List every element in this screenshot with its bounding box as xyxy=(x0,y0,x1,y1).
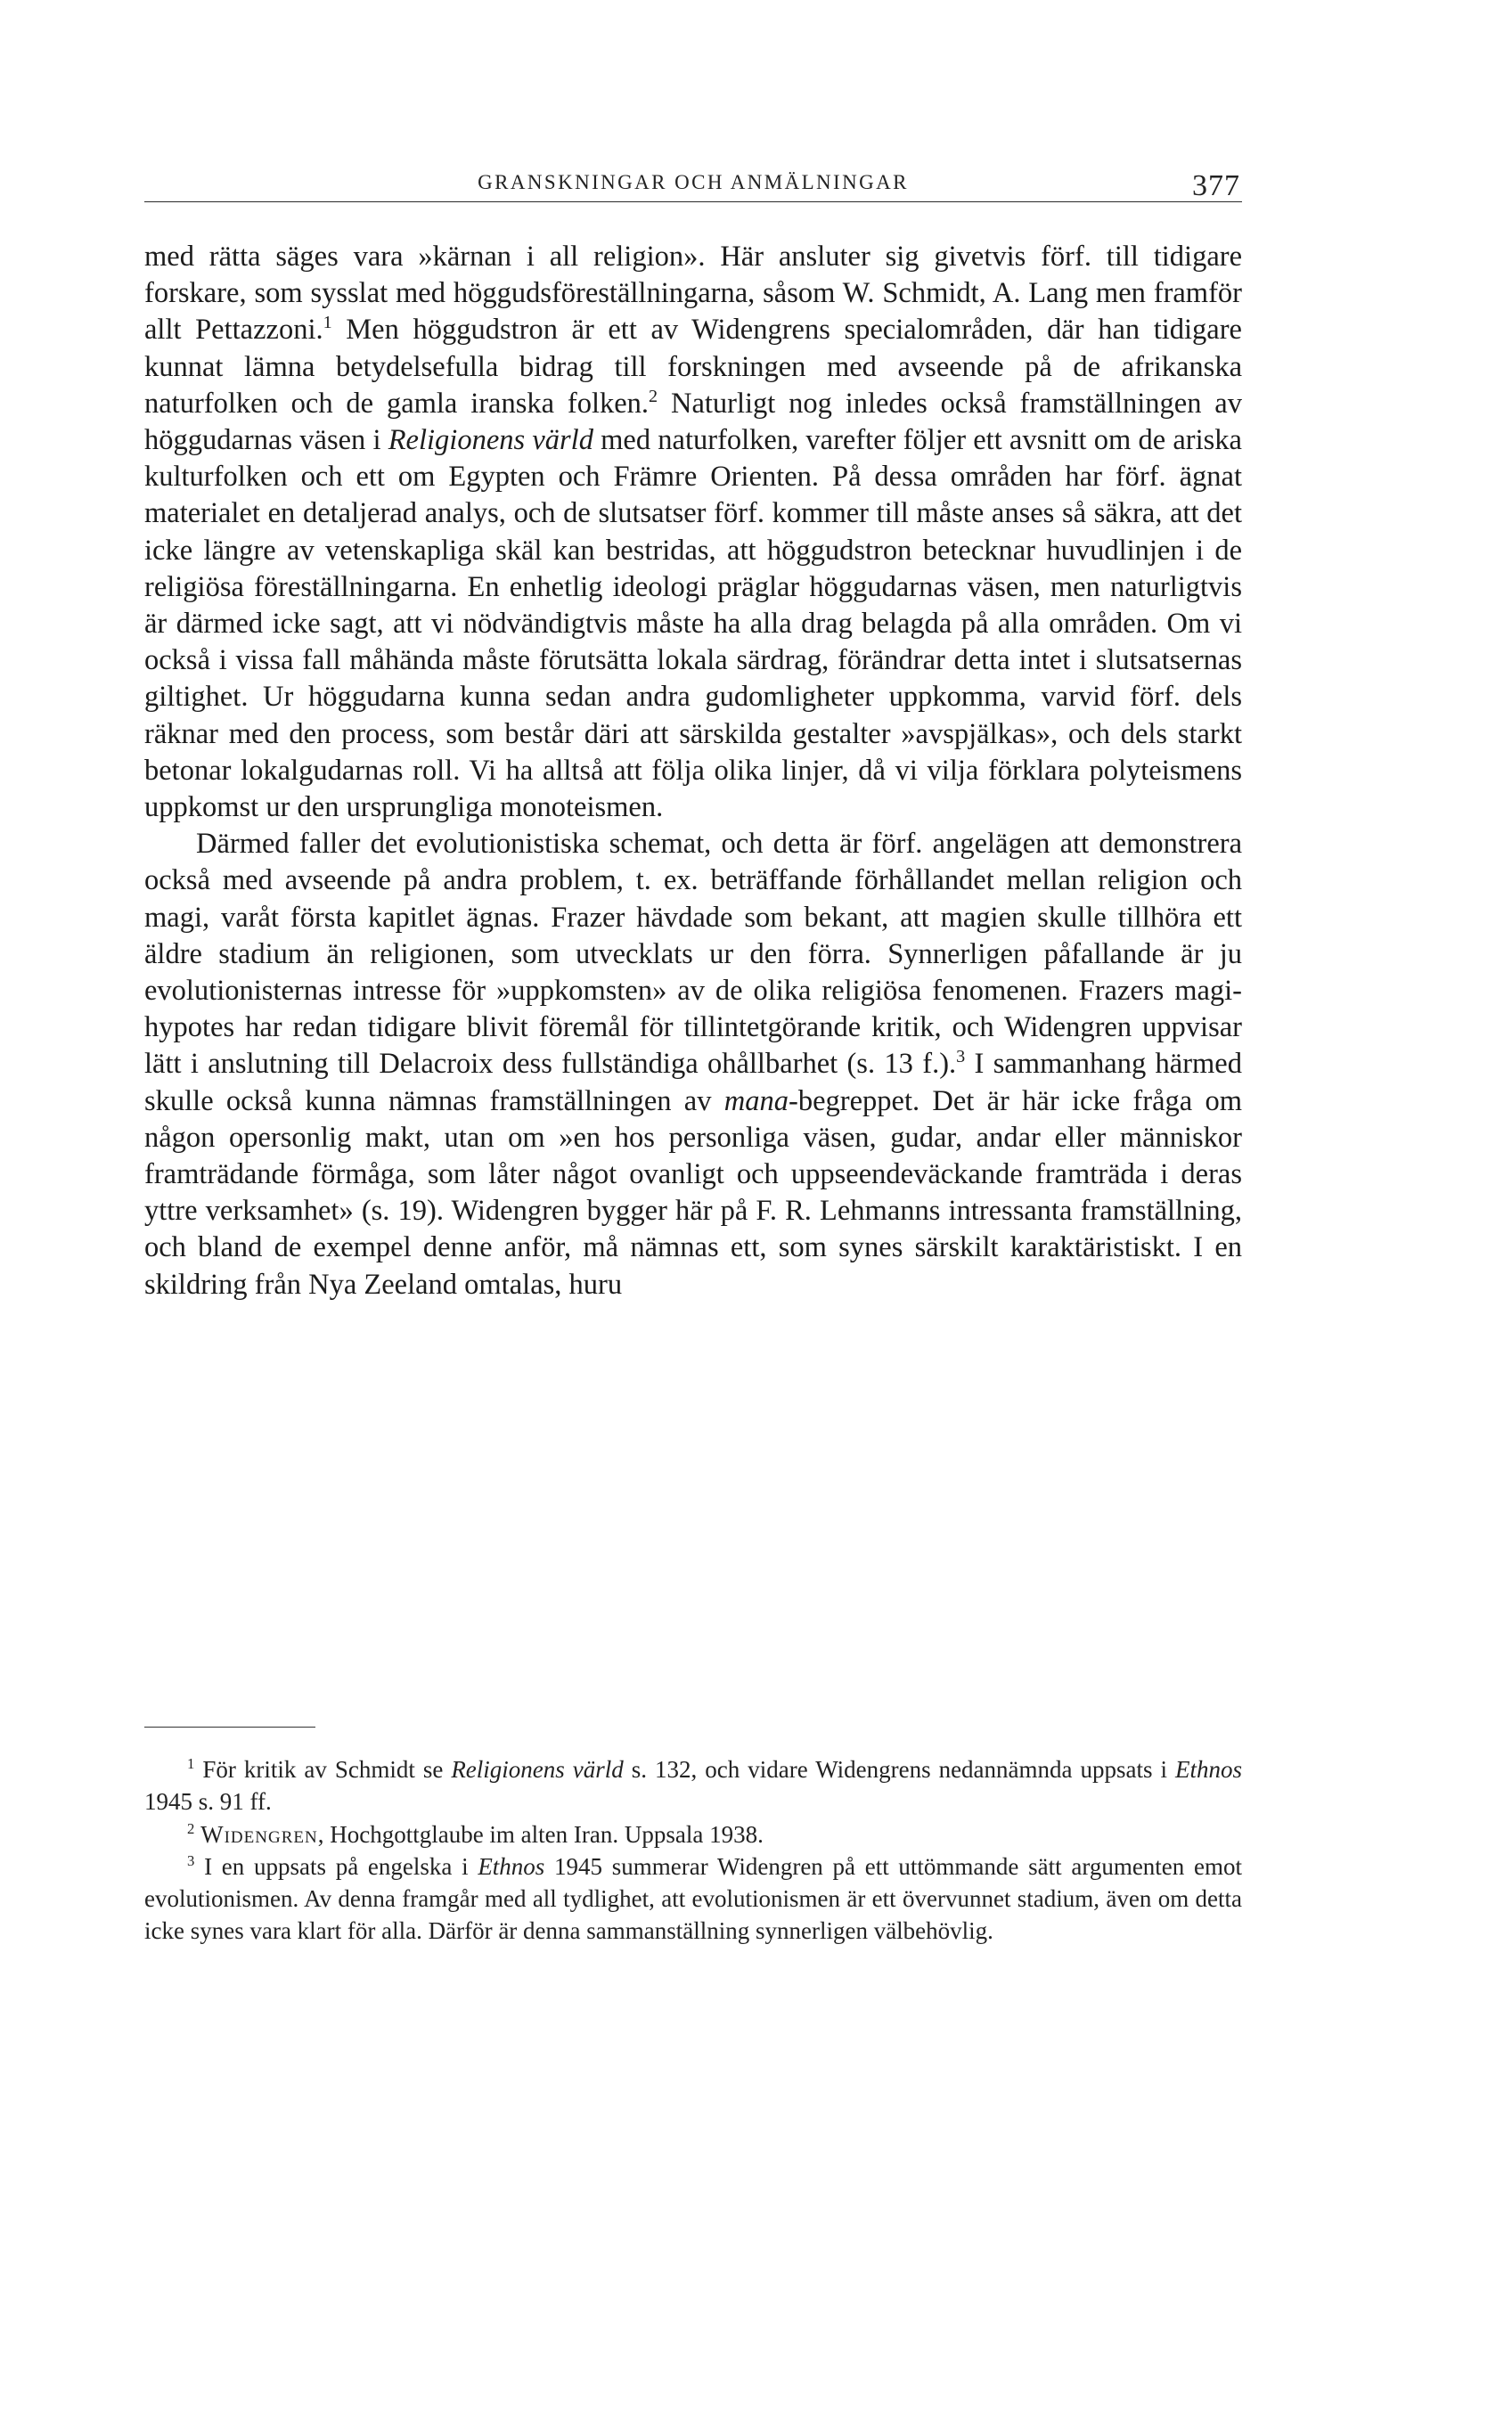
footnote-2-author: Widengren xyxy=(200,1820,318,1848)
footnote-1-text-b: s. 132, och vidare Widengrens nedannämnda uppsats i xyxy=(623,1756,1175,1783)
footnote-ref-1: 1 xyxy=(323,313,332,333)
footnotes xyxy=(144,1753,1242,1948)
footnote-ref-2: 2 xyxy=(649,386,658,406)
paragraph-1-text-c: Naturligt nog inledes också framställningen av höggudarnas väsen i xyxy=(144,387,1242,457)
footnote-ref-3: 3 xyxy=(956,1047,966,1067)
footnote-1-italic-b: Ethnos xyxy=(1174,1756,1242,1783)
paragraph-1 xyxy=(144,239,1242,826)
footnote-3-text-b: 1945 summerar Widengren på ett uttömmande sätt argumenten emot evolutionismen. Av denna framgår med all tydlighet, att evolutionismen är ett övervunnet stadium, även om detta icke synes vara klart för alla. Därför är denna sammanställning synnerligen välbehövlig. xyxy=(144,1852,1242,1945)
footnote-3-text-a: I en uppsats på engelska i xyxy=(194,1852,478,1880)
book-title-italic: Religionens värld xyxy=(388,424,593,457)
footnote-3-number: 3 xyxy=(187,1851,195,1869)
footnote-3 xyxy=(144,1850,1242,1948)
paragraph-1-text-d: med naturfolken, varefter följer ett avsnitt om de ariska kulturfolken och ett om Egypten och Främre Orienten. På dessa områden har förf. ägnat materialet en detaljerad analys, och de slutsatser förf. kommer till måste anses så säkra, att det icke längre av vetenskapliga skäl kan bestridas, att höggudstron betecknar huvudlinjen i de religiösa föreställningarna. En enhetlig ideologi präglar höggudarnas väsen, men naturligtvis är därmed icke sagt, att vi nödvändigtvis måste ha alla drag belagda på alla områden. Om vi också i vissa fall måhända måste förutsätta lokala särdrag, förändrar detta intet i slutsatsernas giltighet. Ur höggudarna kunna sedan andra gudomligheter uppkomma, varvid förf. dels räknar med den process, som består däri att särskilda gestalter »avspjälkas», och dels starkt betonar lokalgudarnas roll. Vi ha alltså att följa olika linjer, då vi vilja förklara polyteismens uppkomst ur den ursprungliga monoteismen. xyxy=(144,424,1242,824)
footnote-2-number: 2 xyxy=(187,1819,195,1837)
paragraph-1-text-b: Men höggudstron är ett av Widengrens specialområden, där han tidigare kunnat lämna betydelsefulla bidrag till forskningen med avseende på de afrikanska naturfolken och de gamla iranska folken. xyxy=(144,314,1242,420)
paragraph-1-text-a: med rätta säges vara »kärnan i all religion». Här ansluter sig givetvis förf. till tidigare forskare, som sysslat med höggudsföreställningarna, såsom W. Schmidt, A. Lang men framför allt Pettazzoni. xyxy=(144,241,1242,347)
term-italic: mana xyxy=(723,1084,789,1117)
page-number: 377 xyxy=(1192,169,1240,202)
page-header xyxy=(144,166,1242,202)
running-head: GRANSKNINGAR OCH ANMÄLNINGAR xyxy=(478,171,909,193)
body-text xyxy=(144,239,1242,1303)
footnote-2-text: , Hochgottglaube im alten Iran. Uppsala 1938. xyxy=(317,1820,764,1848)
footnote-2 xyxy=(144,1818,1242,1850)
paragraph-2-text-a: Därmed faller det evolutionistiska schemat, och detta är förf. angelägen att demonstrera också med avseende på andra problem, t. ex. beträffande förhållandet mellan religion och magi, varåt första kapitlet ägnas. Frazer hävdade som bekant, att magien skulle tillhöra ett äldre stadium än religionen, som utvecklats ur den förra. Synnerligen påfallande är ju evolutionisternas intresse för »uppkomsten» av de olika religiösa fenomenen. Frazers magi-hypotes har redan tidigare blivit föremål för tillintetgörande kritik, och Widengren uppvisar lätt i anslutning till Delacroix dess fullständiga ohållbarhet (s. 13 f.). xyxy=(144,828,1242,1081)
footnote-1 xyxy=(144,1753,1242,1818)
footnote-3-italic: Ethnos xyxy=(478,1852,545,1880)
footnote-rule xyxy=(144,1727,315,1728)
footnote-1-text-a: För kritik av Schmidt se xyxy=(194,1756,452,1783)
paragraph-2 xyxy=(144,826,1242,1303)
footnote-1-text-c: 1945 s. 91 ff. xyxy=(144,1788,272,1816)
footnote-1-number: 1 xyxy=(187,1755,195,1772)
paragraph-2-text-b: I sammanhang härmed skulle också kunna nämnas framställningen av xyxy=(144,1048,1242,1117)
paragraph-2-text-c: -begreppet. Det är här icke fråga om någon opersonlig makt, utan om »en hos personliga väsen, gudar, andar eller människor framträdande förmåga, som låter något ovanligt och uppseendeväckande framträda i deras yttre verksamhet» (s. 19). Widengren bygger här på F. R. Lehmanns intressanta framställning, och bland de exempel denne anför, må nämnas ett, som synes särskilt karaktäristiskt. I en skildring från Nya Zeeland omtalas, huru xyxy=(144,1084,1242,1301)
footnote-1-italic-a: Religionens värld xyxy=(451,1756,624,1783)
